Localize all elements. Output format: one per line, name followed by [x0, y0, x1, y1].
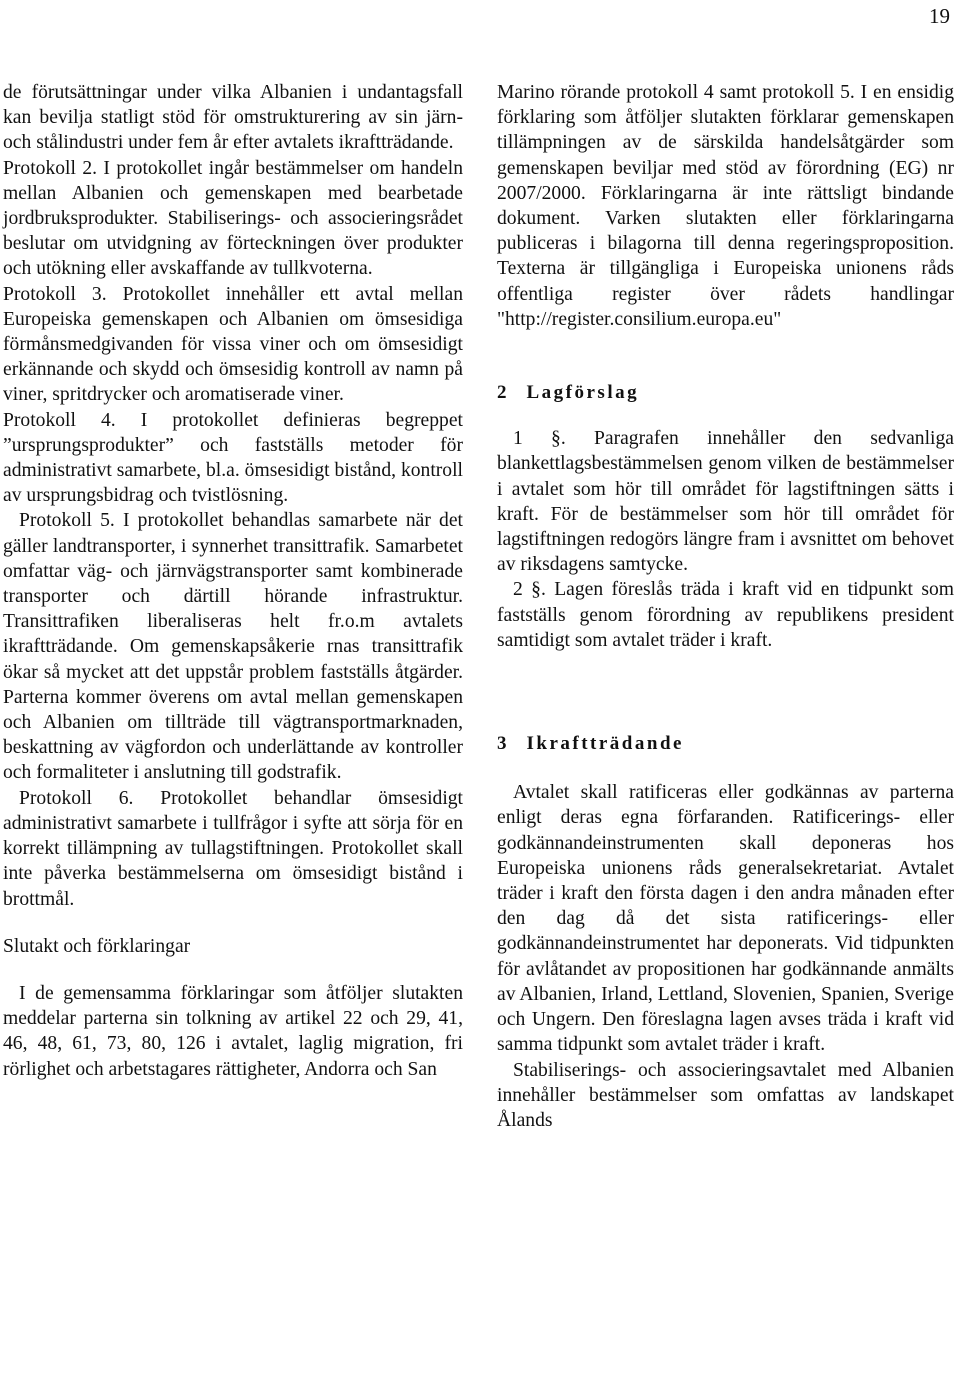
section-number: 2: [497, 382, 507, 404]
paragraph-ikrafttradande: Avtalet skall ratificeras eller godkännas av parterna enligt deras egna förfaranden. Ratificerings- eller godkännandeinstrumenten skall deponeras hos Europeiska unionens råds generalsekretariat. Avtalet träder i kraft den första dagen i den andra månaden efter den dag då det sista ratificerings- eller godkännandeinstrumentet har deponerats. Vid tidpunkten för avlåtandet av propositionen har godkännande anmälts av Albanien, Irland, Lettland, Slovenien, Spanien, Sverige och Ungern. Den föreslagna lagen avses träda i kraft vid samma tidpunkt som avtalet träder i kraft.: [497, 782, 954, 1056]
paragraph-aland: Stabiliserings- och associeringsavtalet med Albanien innehåller bestämmelser som omfattas av landskapet Ålands: [497, 1059, 954, 1131]
page-number: 19: [929, 4, 950, 28]
section-heading-lagforslag: [497, 380, 954, 405]
paragraph-protokoll-3: Protokoll 3. Protokollet innehåller ett avtal mellan Europeiska gemenskapen och Albanien om ömsesidiga förmånsmedgivanden för vissa viner och om ömsesidigt erkännande och skydd och ömsesidig kontroll av namn på viner, spritdrycker och aromatiserade viner.: [3, 283, 463, 406]
paragraph-2-paragraf: 2 §. Lagen föreslås träda i kraft vid en tidpunkt som fastställs genom förordning av republikens president samtidigt som avtalet träder i kraft.: [497, 579, 954, 651]
section-title: Lagförslag: [526, 382, 640, 404]
paragraph-protokoll-5: Protokoll 5. I protokollet behandlas samarbete när det gäller landtransporter, i synnerhet transittrafik. Samarbetet omfattar väg- och järnvägstransporter samt kombinerade transporter och därtill hörande infrastruktur. Transittrafiken liberaliseras helt fr.o.m avtalets ikraftträdande. Om gemenskapsåkerie rnas transittrafik ökar så mycket att det uppstår problem fastställs åtgärder. Parterna kommer överens om avtal mellan gemenskapen och Albanien om tillträde till vägtransportmarknaden, beskattning av vägfordon och underlättande av kontroller och formaliteter i anslutning till godstrafik.: [3, 510, 463, 784]
left-column: [3, 80, 463, 1082]
paragraph-protokoll-4: Protokoll 4. I protokollet definieras begreppet ”ursprungsprodukter” och fastställs metoder för administrativt samarbete, bl.a. ömsesidigt bistånd, kontroll av ursprungsbidrag och tvistlösning.: [3, 409, 463, 507]
section-title: Ikraftträdande: [526, 733, 684, 755]
paragraph-protokoll-6: Protokoll 6. Protokollet behandlar ömsesidigt administrativt samarbete i tullfrågor i syfte att sörja för en korrekt tillämpning av tullagstiftningen. Protokollet skall inte påverka bestämmelserna om ömsesidigt bistånd i brottmål.: [3, 787, 463, 910]
subheading-slutakt: Slutakt och förklaringar: [3, 935, 191, 957]
paragraph-protokoll-2: Protokoll 2. I protokollet ingår bestämmelser om handeln mellan Albanien och gemenskapen med bearbetade jordbruksprodukter. Stabiliserings- och associeringsrådet beslutar om utvidgning av förteckningen över produkter och utökning eller avskaffande av tullkvoterna.: [3, 157, 463, 280]
right-column: [497, 80, 954, 1133]
paragraph: de förutsättningar under vilka Albanien i undantagsfall kan bevilja statligt stöd för omstrukturering av sin järn- och stålindustri under fem år efter avtalets ikraftträdande.: [3, 82, 463, 154]
section-heading-ikrafttradande: [497, 731, 954, 756]
paragraph-forklaringar-cont: Marino rörande protokoll 4 samt protokoll 5. I en ensidig förklaring som åtföljer slutakten förklarar gemenskapen tillämpningen av de särskilda handelsåtgärder som gemenskapen beviljar med stöd av förordning (EG) nr 2007/2000. Förklaringarna är inte rättsligt bindande dokument. Varken slutakten eller förklaringarna publiceras i bilagorna till denna regeringsproposition. Texterna är tillgängliga i Europeiska unionens råds offentliga register över rådets handlingar "http://register.consilium.europa.eu": [497, 82, 954, 330]
paragraph-forklaringar: I de gemensamma förklaringar som åtföljer slutakten meddelar parterna sin tolkning av artikel 22 och 29, 41, 46, 48, 61, 73, 80, 126 i avtalet, laglig migration, fri rörlighet och arbetstagares rättigheter, Andorra och San: [3, 982, 463, 1080]
section-number: 3: [497, 733, 507, 755]
paragraph-1-paragraf: 1 §. Paragrafen innehåller den sedvanliga blankettlagsbestämmelsen genom vilken de bestämmelser i avtalet som hör till området för lagstiftningen sätts i kraft. För de bestämmelser som hör till området för lagstiftningen redogörs längre fram i avsnittet om behovet av riksdagens samtycke.: [497, 428, 954, 576]
